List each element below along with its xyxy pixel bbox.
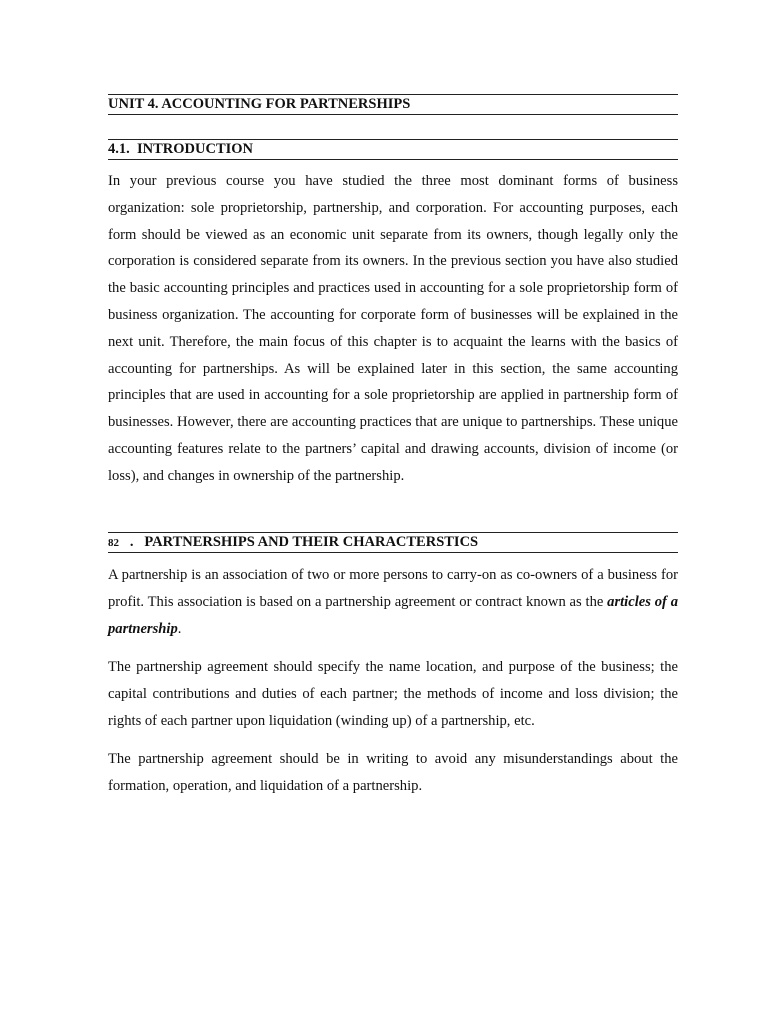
unit-heading: [108, 94, 678, 115]
section-heading-introduction: [108, 139, 678, 160]
section-title: INTRODUCTION: [137, 141, 254, 157]
paragraph-end: .: [177, 620, 182, 637]
partnership-agreement-paragraph: The partnership agreement should specify the name location, and purpose of the business; the capital contributions and duties of each partner; the methods of income and loss division; the rights of each partner upon liquidation (winding up) of a partnership, etc.: [108, 659, 678, 729]
partnership-definition-paragraph: [108, 562, 678, 642]
section-separator: .: [129, 534, 134, 550]
partnership-writing-paragraph: The partnership agreement should be in writing to avoid any misunderstandings about the formation, operation, and liquidation of a partnership.: [108, 751, 678, 794]
unit-heading-text: UNIT 4. ACCOUNTING FOR PARTNERSHIPS: [108, 96, 411, 112]
section-number: 4.1.: [108, 141, 130, 157]
section-heading-partnerships: [108, 532, 678, 553]
emphasis-term: articles of a partnership: [108, 593, 678, 637]
introduction-paragraph: In your previous course you have studied the three most dominant forms of business organization: sole proprietorship, partnership, and corporation. For accounting purposes, each form should be viewed as an economic unit separate from its owners, though legally only the corporation is considered separate from its owners. In the previous section you have also studied the basic accounting principles and practices used in accounting for a sole proprietorship form of business organization. The accounting for corporate form of businesses will be explained in the next unit. Therefore, the main focus of this chapter is to acquaint the learns with the basics of accounting for partnerships. As will be explained later in this section, the same accounting principles that are used in accounting for a sole proprietorship are applied in partnership form of businesses. However, there are accounting practices that are unique to partnerships. These unique accounting features relate to the partners’ capital and drawing accounts, division of income (or loss), and changes in ownership of the partnership.: [108, 173, 678, 484]
section-title: PARTNERSHIPS AND THEIR CHARACTERSTICS: [144, 534, 479, 550]
paragraph-text: A partnership is an association of two or more persons to carry-on as co-owners of a business for profit. This association is based on a partnership agreement or contract known as the: [108, 567, 678, 610]
section-number: 82: [108, 537, 119, 549]
